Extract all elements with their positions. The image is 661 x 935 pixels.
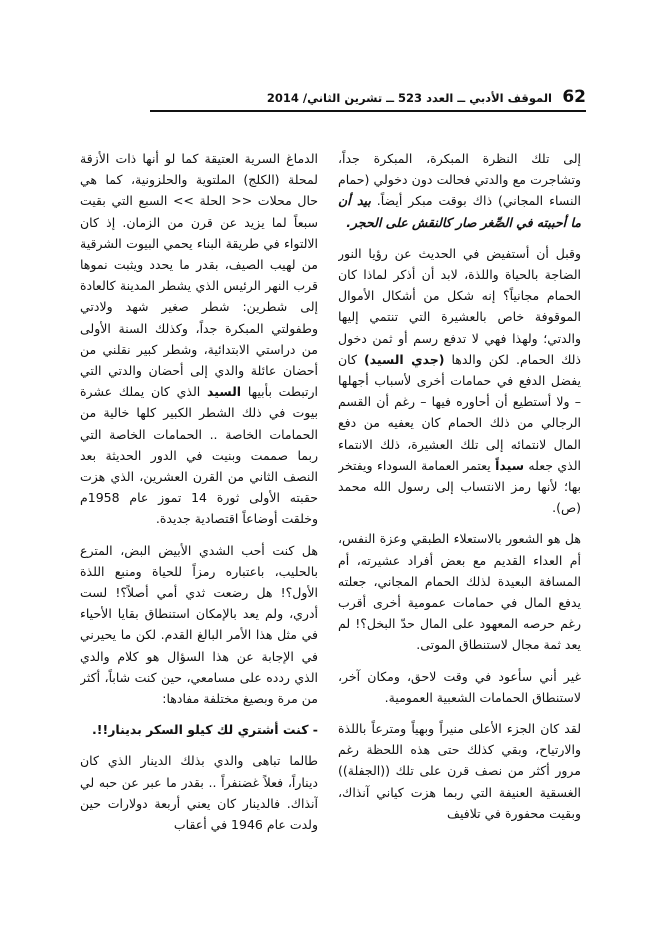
body-text: طالما تباهى والدي بذلك الدينار الذي كان ديناراً، فعلاً غضنفراً .. بقدر ما عبر عن حبه لي آنذاك. فالدينار كان يعني أربعة دولارات حين ولدت عام 1946 في أعقاب bbox=[80, 753, 318, 833]
paragraph bbox=[338, 148, 581, 233]
text-column-right bbox=[338, 148, 581, 908]
emphasis-text: سيداً bbox=[495, 457, 524, 473]
emphasis-text: بيد أن ما أحببته في الصِّغر صار كالنقش على الحجر. bbox=[338, 193, 581, 230]
paragraph bbox=[338, 666, 581, 708]
body-text: لقد كان الجزء الأعلى منيراً وبهياً ومترعاً باللذة والارتياح، وبقي كذلك حتى هذه اللحظة رغم مرور أكثر من نصف قرن على تلك ((الجفلة)) الغسقية العنيفة التي ربما هزت كياني آنذاك، وبقيت محفورة في تلافيف bbox=[338, 721, 581, 821]
paragraph bbox=[80, 540, 318, 710]
body-text: هل كنت أحب الشدي الأبيض البض، المترع بالحليب، باعتباره رمزاً للحياة ومنبع اللذة الأول؟! هل رضعت ثدي أمي أصلاً؟! لست أدري، ولم يعد بالإمكان استنطاق بقايا الأحياء في مثل هذا الأمر البالغ القدم. لكن ما يحيرني في الإجابة عن هذا السؤال هو كلام والدي الذي ردده على مسامعي، حين كنت شاباً، أكثر من مرة وبصيغ مختلفة مفادها: bbox=[80, 542, 318, 707]
body-text: يعتمر العمامة السوداء ويفتخر بها؛ لأنها رمز الانتساب إلى رسول الله محمد (ص). bbox=[338, 457, 581, 516]
paragraph bbox=[80, 750, 318, 835]
emphasis-text: السيد bbox=[207, 384, 242, 400]
body-text: الذي كان يملك عشرة بيوت في ذلك الشطر الكبير كلها خالية من الحمامات الخاصة .. الحمامات الخاصة التي ربما صممت وبنيت في الدور الحديثة بعد النصف الثاني من القرن العشرين، الذي هزت حقبته الأولى ثورة 14 تموز عام 1958م وخلقت أوضاعاً اقتصادية جديدة. bbox=[80, 384, 318, 527]
emphasis-text: - كنت أشتري لك كيلو السكر بدينار!!. bbox=[92, 722, 318, 738]
body-text: غير أني سأعود في وقت لاحق، ومكان آخر، لاستنطاق الحمامات الشعبية العمومية. bbox=[338, 668, 581, 705]
body-text: وقبل أن أستفيض في الحديث عن رؤيا النور الضاجة بالحياة واللذة، لابد أن أذكر لماذا كان الحمام مجانياً؟ إنه شكل من أشكال الأموال الموقوفة خاص بالعشيرة التي تنتمي إليها والدتي؛ ولهذا فهي لا تدفع رسم أو ثمن دخول ذلك الحمام. لكن والدها bbox=[338, 245, 581, 367]
paragraph bbox=[338, 718, 581, 824]
page-header bbox=[150, 86, 586, 116]
body-text: إلى تلك النظرة المبكرة، المبكرة جداً، وتشاجرت مع والدتي فحالت دون دخولي (حمام النساء المجاني) ذاك بوقت مبكر أيضاً. bbox=[338, 151, 581, 209]
body-text: كان يفضل الدفع في حمامات أخرى لأسباب أجهلها – ولا أستطيع أن أحاوره فيها – رغم أن القسم الرجالي من ذلك الحمام كان يعفيه من دفع المال لانتمائه إلى تلك العشيرة، ذلك الانتماء الذي جعله bbox=[338, 351, 581, 473]
body-text: هل هو الشعور بالاستعلاء الطبقي وعزة النفس، أم العداء القديم مع بعض أفراد عشيرته، أم المسافة البعيدة لذلك الحمام المجاني، جعلته يدفع المال في حمامات عمومية أخرى أقرب رغم حرصه المعهود على المال حدّ البخل؟! لم يعد ثمة مجال لاستنطاق الموتى. bbox=[338, 531, 581, 653]
paragraph bbox=[338, 528, 581, 655]
text-column-left bbox=[80, 148, 318, 908]
paragraph bbox=[80, 719, 318, 740]
page-number: 62 bbox=[562, 87, 586, 107]
body-text: الدماغ السرية العتيقة كما لو أنها ذات الأزقة لمحلة (الكلج) الملتوية والحلزونية، كما هي حال محلات << الحلة >> السبع التي بقيت سبعاً لما يزيد عن قرن من الزمان. إذ كان الالتواء في طريقة البناء يحمي البيوت الشرقية من لهيب الصيف، بقدر ما يحدد ويثبت نموها قرب النهر الرئيس الذي يشطر المدينة كالعادة إلى شطرين: شطر صغير شهد ولادتي وطفولتي المبكرة جداً، وكذلك السنة الأولى من دراستي الابتدائية، وشطر كبير نقلني من أحضان عائلة والدي إلى أحضان والدتي التي ارتبطت بأبيها bbox=[80, 151, 318, 400]
paragraph bbox=[338, 243, 581, 519]
emphasis-text: (جدي السيد) bbox=[363, 351, 445, 367]
paragraph bbox=[80, 148, 318, 530]
header-rule bbox=[150, 110, 586, 112]
running-title: الموقف الأدبي ــ العدد 523 ــ تشرين الثاني/ 2014 bbox=[266, 91, 552, 105]
